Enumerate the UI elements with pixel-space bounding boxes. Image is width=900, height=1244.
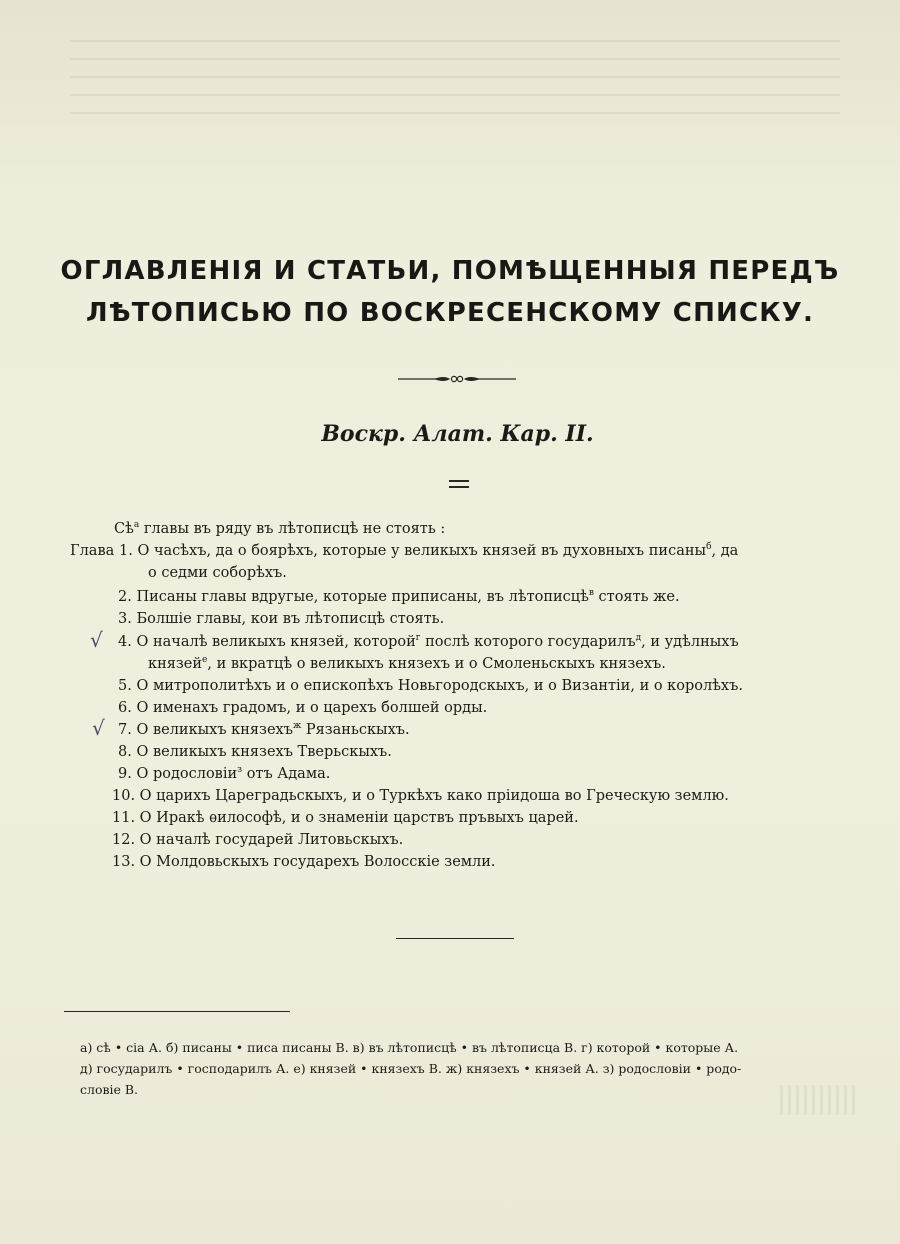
chapter-7 (118, 719, 410, 741)
chapter-number: 10. (112, 788, 136, 804)
chapter-title: князей (148, 656, 203, 672)
footnote-line: а) сѣ • сіа А. б) писаны • писа писаны В. в) въ лѣтописцѣ • въ лѣтописца В. г) которой • которые А. (80, 1040, 739, 1055)
note-ref: г (415, 633, 421, 643)
chapter-title: , и вкратцѣ о великыхъ князехъ и о Смоленьскыхъ князехъ. (207, 656, 666, 672)
chapter-10 (112, 785, 729, 807)
chapter-4 (118, 631, 739, 653)
section-end-rule (396, 938, 514, 939)
chapter-number: 2. (118, 589, 132, 605)
pencil-check-mark: √ (90, 628, 103, 652)
source-heading: Воскр. Алат. Кар. II. (321, 421, 594, 447)
chapter-title: О именахъ градомъ, и о царехъ болшей орды. (136, 700, 488, 716)
chapter-title: О великыхъ князехъ (136, 722, 293, 738)
note-ref: з (237, 765, 243, 775)
chapter-1-text: 1. О часѣхъ, да о боярѣхъ, которые у великыхъ князей въ духовныхъ писаны$^б$, да (119, 542, 739, 559)
chapter-title: , и удѣлныхъ (641, 634, 739, 650)
show-through-text (70, 40, 840, 120)
chapter-title: послѣ которого государилъ (425, 634, 636, 650)
intro-text: главы въ ряду въ лѣтописцѣ не стоять : (143, 521, 446, 537)
chapter-title: Рязаньскыхъ. (305, 722, 410, 738)
chapter-number: 7. (118, 722, 132, 738)
chapter-title: О родословіи (136, 766, 238, 782)
title-line-1: ОГЛАВЛЕНІЯ И СТАТЬИ, ПОМѢЩЕННЫЯ ПЕРЕДЪ (60, 256, 840, 286)
note-ref: е (202, 655, 208, 665)
footnotes (80, 1037, 850, 1100)
chapter-6 (118, 697, 487, 719)
chapter-title: О часѣхъ, да о боярѣхъ, которые у великыхъ князей въ духовныхъ писаны (137, 543, 707, 559)
chapter-title: О началѣ государей Литовьскыхъ. (139, 832, 404, 848)
chapter-8 (118, 741, 392, 763)
ornament-divider (398, 372, 516, 386)
chapter-number: 5. (118, 678, 132, 694)
chapter-title: О Иракѣ ѳилософѣ, и о знаменіи царствъ пръвыхъ царей. (139, 810, 579, 826)
chapter-1-cont: о седми соборѣхъ. (148, 565, 287, 581)
chapter-title: отъ Адама. (246, 766, 331, 782)
chapter-12 (112, 829, 403, 851)
chapter-title: стоять же. (598, 589, 680, 605)
footnote-line: д) государилъ • господарилъ А. е) князей • князехъ В. ж) князехъ • князей А. з) родословіи • родо- (80, 1061, 742, 1076)
chapter-11 (112, 807, 579, 829)
note-ref: в (588, 588, 594, 598)
page-title (40, 250, 860, 334)
chapter-title: О Молдовьскыхъ государехъ Волосскіе земли. (139, 854, 496, 870)
title-line-2: ЛѢТОПИСЬЮ ПО ВОСКРЕСЕНСКОМУ СПИСКУ. (85, 298, 815, 328)
note-ref: ж (292, 721, 302, 731)
chapter-number: 3. (118, 611, 132, 627)
chapter-number: 1. (119, 543, 133, 559)
intro-line (114, 518, 445, 540)
note-ref: б (706, 542, 712, 552)
chapter-title: Писаны главы вдругые, которые приписаны, въ лѣтописцѣ (136, 589, 589, 605)
chapter-title: да (720, 543, 739, 559)
footnote-line: словіе В. (80, 1082, 139, 1097)
chapter-3 (118, 608, 444, 630)
pencil-check-mark: √ (92, 716, 105, 740)
chapter-number: 4. (118, 634, 132, 650)
chapter-4-cont (148, 653, 666, 675)
chapter-number: 13. (112, 854, 136, 870)
chapter-2 (118, 586, 680, 608)
double-rule (449, 480, 469, 490)
chapter-number: 8. (118, 744, 132, 760)
chapter-5 (118, 675, 743, 697)
chapter-title: Болшіе главы, кои въ лѣтописцѣ стоять. (136, 611, 445, 627)
chapter-9 (118, 763, 330, 785)
chapter-title: О великыхъ князехъ Тверьскыхъ. (136, 744, 392, 760)
chapter-title: О началѣ великыхъ князей, которой (136, 634, 416, 650)
chapter-word: Глава (70, 543, 115, 559)
chapter-title: О митрополитѣхъ и о епископѣхъ Новьгородскыхъ, и о Византіи, и о королѣхъ. (136, 678, 743, 694)
chapter-title: О царихъ Цареградьскыхъ, и о Туркѣхъ како пріидоша во Греческую землю. (139, 788, 729, 804)
note-ref: д (635, 633, 642, 643)
note-ref: а (133, 520, 140, 530)
footnote-separator (64, 1011, 290, 1012)
intro-first-word: Сѣ (114, 521, 134, 537)
chapter-number: 6. (118, 700, 132, 716)
chapter-13 (112, 851, 496, 873)
chapter-number: 11. (112, 810, 136, 826)
chapter-1 (70, 540, 114, 562)
chapter-number: 9. (118, 766, 132, 782)
chapter-number: 12. (112, 832, 136, 848)
